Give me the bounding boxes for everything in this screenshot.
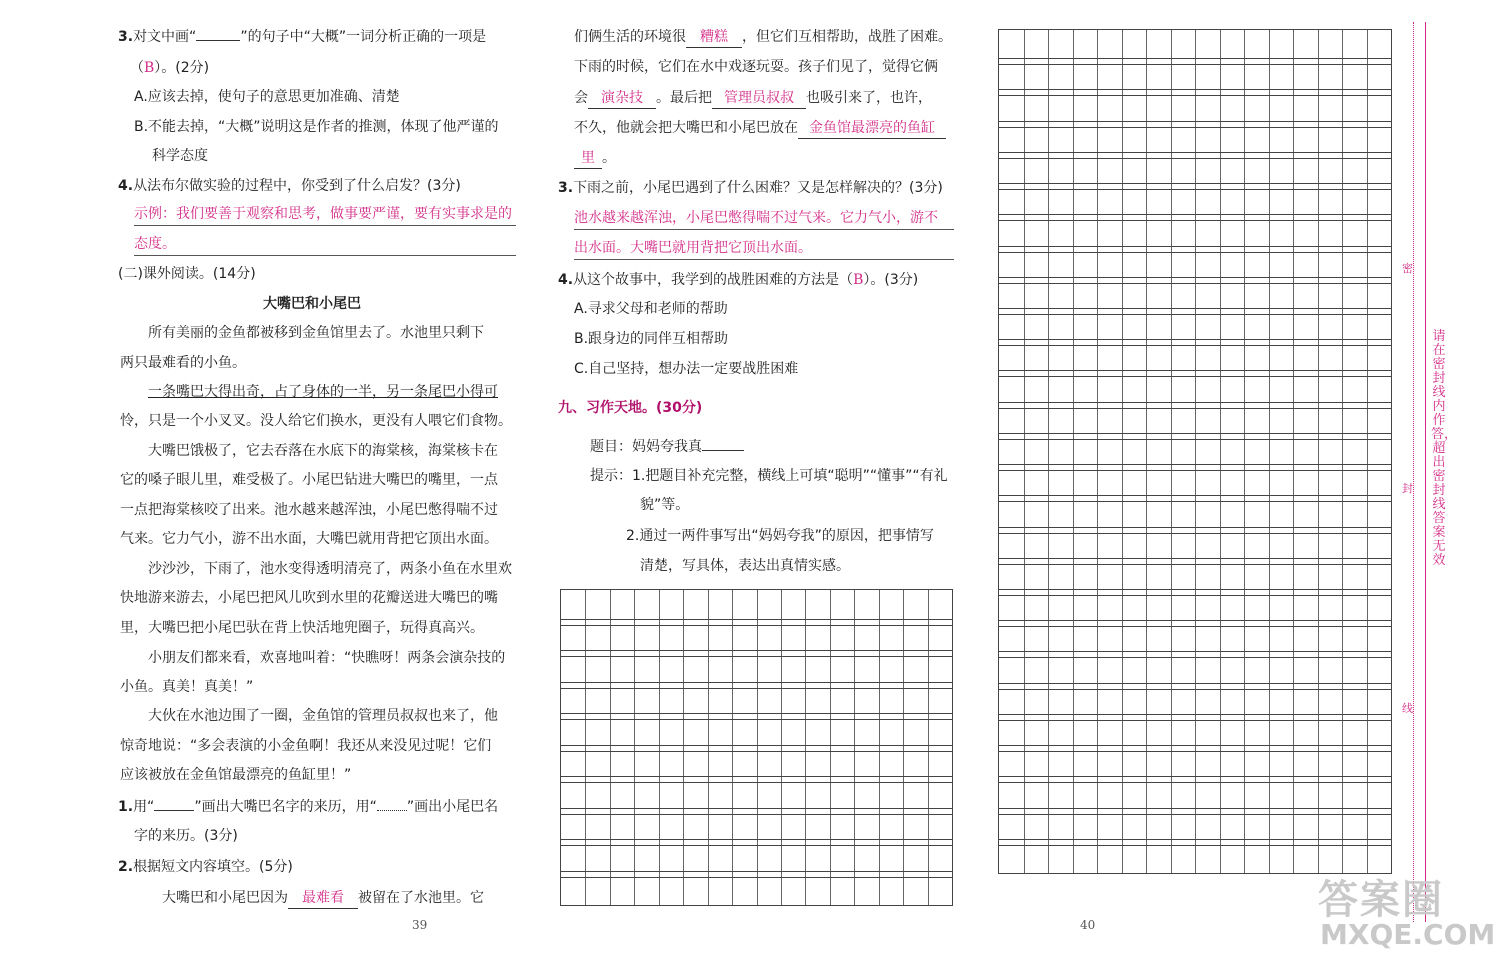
answer-line-1: 池水越来越浑浊，小尾巴憋得喘不过气来。它力气小，游不 bbox=[574, 210, 938, 226]
grid-row-line bbox=[999, 433, 1391, 440]
story-cont-line: 里 。 bbox=[574, 148, 616, 169]
answer-choice: B bbox=[144, 60, 155, 76]
answer-rule bbox=[134, 225, 516, 226]
writing-grid-right[interactable] bbox=[998, 29, 1392, 874]
question-4: 4.从法布尔做实验的过程中，你受到了什么启发？(3分) bbox=[118, 178, 461, 194]
grid-row-line bbox=[999, 308, 1391, 315]
seal-notice: 请在密封线内作答，超出密封线答案无效 bbox=[1431, 329, 1458, 568]
story-cont-line: 会 演杂技 。最后把 管理员叔叔 也吸引来了，也许， bbox=[574, 88, 932, 109]
underline-marker-straight bbox=[196, 40, 240, 41]
grid-row-line bbox=[999, 246, 1391, 253]
straight-line-marker bbox=[154, 810, 194, 811]
grid-row-line bbox=[999, 464, 1391, 471]
option-c: C.自己坚持，想办法一定要战胜困难 bbox=[574, 361, 799, 377]
seal-dotted-line bbox=[1413, 22, 1414, 922]
grid-row-line bbox=[999, 402, 1391, 409]
option-b: B.跟身边的同伴互相帮助 bbox=[574, 331, 729, 347]
answer-rule bbox=[574, 229, 954, 230]
grid-row-line bbox=[999, 683, 1391, 690]
grid-row-line bbox=[561, 839, 952, 846]
seal-char-mid: 封 bbox=[1402, 482, 1413, 495]
story-cont-line: 不久，他就会把大嘴巴和小尾巴放在 金鱼馆最漂亮的鱼缸 bbox=[574, 118, 946, 139]
story-line: 大嘴巴饿极了，它去吞落在水底下的海棠核，海棠核卡在 bbox=[148, 443, 498, 459]
question-4-middle: 4.从这个故事中，我学到的战胜困难的方法是（B）。(3分) bbox=[558, 272, 919, 288]
grid-row-line bbox=[999, 58, 1391, 65]
story-line: 快地游来游去，小尾巴把风儿吹到水里的花瓣送进大嘴巴的嘴 bbox=[120, 590, 498, 606]
story-line: 怜，只是一个小叉叉。没人给它们换水，更没有人喂它们食物。 bbox=[120, 413, 512, 429]
grid-row-line bbox=[999, 776, 1391, 783]
option-b: B.不能去掉，“大概”说明这是作者的推测，体现了他严谨的 bbox=[134, 119, 499, 135]
grid-row-line bbox=[999, 589, 1391, 596]
sub-question-1: 1.用“ ”画出大嘴巴名字的来历，用“ ”画出小尾巴名 bbox=[118, 799, 499, 815]
grid-row-line bbox=[561, 776, 952, 783]
hint-1: 提示：1.把题目补充完整，横线上可填“聪明”“懂事”“有礼 bbox=[590, 468, 948, 484]
story-line: 它的嗓子眼儿里，难受极了。小尾巴钻进大嘴巴的嘴里，一点 bbox=[120, 472, 498, 488]
fill-answer: 金鱼馆最漂亮的鱼缸 bbox=[798, 118, 946, 139]
story-line: 里，大嘴巴把小尾巴驮在背上快活地兜圈子，玩得真高兴。 bbox=[120, 620, 484, 636]
story-line: 一点把海棠核咬了出来。池水越来越浑浊，小尾巴憋得喘不过 bbox=[120, 502, 498, 518]
story-cont-line: 下雨的时候，它们在水中戏逐玩耍。孩子们见了，觉得它俩 bbox=[574, 59, 938, 75]
hint-1-cont: 貌”等。 bbox=[640, 497, 690, 513]
story-line: 应该被放在金鱼馆最漂亮的鱼缸里！” bbox=[120, 767, 352, 783]
watermark-url: MXQE.COM bbox=[1320, 918, 1496, 951]
story-line: 小鱼。真美！真美！” bbox=[120, 679, 254, 695]
watermark-logo-text: 答案圈 bbox=[1318, 877, 1444, 923]
grid-row-line bbox=[561, 682, 952, 689]
sub-question-1-cont: 字的来历。(3分) bbox=[134, 828, 238, 844]
grid-row-line bbox=[999, 839, 1391, 846]
grid-row-line bbox=[999, 651, 1391, 658]
seal-char-top: 密 bbox=[1402, 262, 1413, 275]
page-number-left: 39 bbox=[412, 918, 428, 932]
section-9-title: 九、习作天地。(30分) bbox=[558, 400, 703, 416]
story-title: 大嘴巴和小尾巴 bbox=[263, 296, 361, 312]
answer-rule bbox=[574, 259, 954, 260]
sub-question-2: 2.根据短文内容填空。(5分) bbox=[118, 859, 293, 875]
hint-2: 2.通过一两件事写出“妈妈夸我”的原因，把事情写 bbox=[626, 528, 934, 544]
story-cont-line: 们俩生活的环境很 糟糕 ，但它们互相帮助，战胜了困难。 bbox=[574, 27, 952, 48]
story-line: 气来。它力气小，游不出水面，大嘴巴就用背把它顶出水面。 bbox=[120, 531, 498, 547]
grid-row-line bbox=[999, 121, 1391, 128]
grid-row-line bbox=[999, 214, 1391, 221]
question-3-middle: 3.下雨之前，小尾巴遇到了什么困难？又是怎样解决的？(3分) bbox=[558, 180, 943, 196]
grid-row-line bbox=[999, 495, 1391, 502]
option-a: A.寻求父母和老师的帮助 bbox=[574, 301, 728, 317]
story-line: 一条嘴巴大得出奇，占了身体的一半，另一条尾巴小得可 bbox=[148, 384, 498, 400]
question-3: 3.对文中画“ ”的句子中“大概”一词分析正确的一项是 bbox=[118, 29, 487, 45]
grid-row-line bbox=[561, 650, 952, 657]
grid-row-line bbox=[561, 745, 952, 752]
grid-row-line bbox=[999, 370, 1391, 377]
answer-choice: B bbox=[853, 272, 864, 288]
grid-row-line bbox=[999, 277, 1391, 284]
grid-row-line bbox=[999, 620, 1391, 627]
story-line: 所有美丽的金鱼都被移到金鱼馆里去了。水池里只剩下 bbox=[148, 325, 484, 341]
fill-answer: 里 bbox=[574, 148, 602, 169]
writing-grid-middle[interactable] bbox=[560, 589, 953, 906]
story-line: 小朋友们都来看，欢喜地叫着：“快瞧呀！两条会演杂技的 bbox=[148, 650, 506, 666]
grid-row-line bbox=[561, 871, 952, 878]
story-line: 沙沙沙，下雨了，池水变得透明清亮了，两条小鱼在水里欢 bbox=[148, 561, 512, 577]
grid-row-line bbox=[561, 619, 952, 626]
sub-question-2-fill: 大嘴巴和小尾巴因为 最难看 被留在了水池里。它 bbox=[162, 888, 484, 909]
seal-solid-line bbox=[1425, 22, 1426, 922]
grid-row-line bbox=[999, 339, 1391, 346]
story-line: 大伙在水池边围了一圈，金鱼馆的管理员叔叔也来了，他 bbox=[148, 708, 498, 724]
hint-2-cont: 清楚，写具体，表达出真情实感。 bbox=[640, 558, 850, 574]
essay-topic: 题目：妈妈夸我真 bbox=[590, 437, 744, 457]
fill-answer: 演杂技 bbox=[588, 88, 656, 109]
section-2-title: (二)课外阅读。(14分) bbox=[118, 266, 256, 282]
grid-row-line bbox=[999, 745, 1391, 752]
grid-row-line bbox=[999, 89, 1391, 96]
answer-line-2: 态度。 bbox=[134, 236, 176, 252]
answer-rule bbox=[134, 255, 516, 256]
grid-row-line bbox=[561, 808, 952, 815]
answer-line-2: 出水面。大嘴巴就用背把它顶出水面。 bbox=[574, 240, 812, 256]
fill-answer: 管理员叔叔 bbox=[712, 88, 806, 109]
grid-row-line bbox=[999, 152, 1391, 159]
grid-row-line bbox=[999, 558, 1391, 565]
story-line: 两只最难看的小鱼。 bbox=[120, 355, 246, 371]
grid-row-line bbox=[999, 183, 1391, 190]
fill-answer: 最难看 bbox=[288, 888, 358, 909]
wavy-line-marker bbox=[377, 810, 407, 811]
option-a: A.应该去掉，使句子的意思更加准确、清楚 bbox=[134, 89, 400, 105]
fill-answer: 糟糕 bbox=[686, 27, 742, 48]
option-b-cont: 科学态度 bbox=[152, 148, 208, 164]
grid-row-line bbox=[561, 713, 952, 720]
grid-row-line bbox=[999, 808, 1391, 815]
answer-line-1: 示例：我们要善于观察和思考，做事要严谨，要有实事求是的 bbox=[134, 206, 512, 222]
story-line: 惊奇地说：“多会表演的小金鱼啊！我还从来没见过呢！它们 bbox=[120, 738, 492, 754]
grid-row-line bbox=[999, 527, 1391, 534]
seal-char-bottom: 线 bbox=[1402, 702, 1413, 715]
page-number-right: 40 bbox=[1080, 918, 1096, 932]
question-3-answer: （B）。(2分) bbox=[130, 60, 210, 76]
topic-blank bbox=[702, 450, 744, 451]
grid-row-line bbox=[999, 714, 1391, 721]
